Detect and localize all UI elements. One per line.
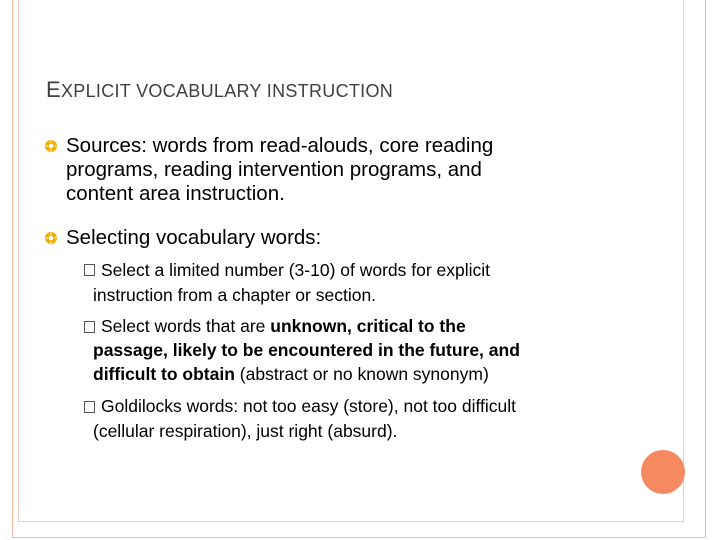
- checkbox-bullet-icon: [84, 321, 95, 333]
- sub-bullet-3-line-2: (cellular respiration), just right (absurd).: [93, 421, 398, 441]
- checkbox-bullet-icon: [84, 264, 95, 276]
- sub-bullet-2-line-2: [93, 338, 623, 362]
- sun-bullet-icon: [44, 231, 58, 245]
- sun-bullet-icon: [44, 139, 58, 153]
- sub-bullet-3-line-1: Goldilocks words: not too easy (store), not too difficult: [101, 396, 517, 416]
- sub-bullet-1-line-2: instruction from a chapter or section.: [93, 285, 377, 305]
- bullet-selecting: [66, 226, 586, 250]
- bullet-sources: [66, 134, 586, 206]
- bullet-sources-line-1: Sources: words from read-alouds, core reading: [66, 134, 494, 157]
- bullet-sources-line-3: content area instruction.: [66, 182, 285, 205]
- sub-bullet-2-bold-1: unknown, critical to the: [270, 316, 466, 336]
- bullet-sources-line-2: programs, reading intervention programs, and: [66, 158, 482, 181]
- sub-bullet-2-tail: (abstract or no known synonym): [234, 364, 489, 384]
- sub-bullet-2-bold-2: passage, likely to be encountered in the future, and: [93, 340, 520, 360]
- title-initial: E: [46, 77, 61, 102]
- sub-bullet-2-line-1: [101, 314, 631, 338]
- title-rest: XPLICIT VOCABULARY INSTRUCTION: [60, 81, 394, 101]
- slide-title: [46, 77, 393, 103]
- sub-bullet-2-bold-3: difficult to obtain: [93, 364, 235, 384]
- checkbox-bullet-icon: [84, 401, 95, 413]
- bullet-selecting-line-1: Selecting vocabulary words:: [66, 226, 322, 249]
- sub-bullet-2-lead: Select words that are: [101, 316, 271, 336]
- decorative-orange-circle: [641, 450, 685, 494]
- sub-bullet-2-line-3: [93, 362, 623, 386]
- sub-bullet-1-line-1: Select a limited number (3-10) of words for explicit: [101, 260, 491, 280]
